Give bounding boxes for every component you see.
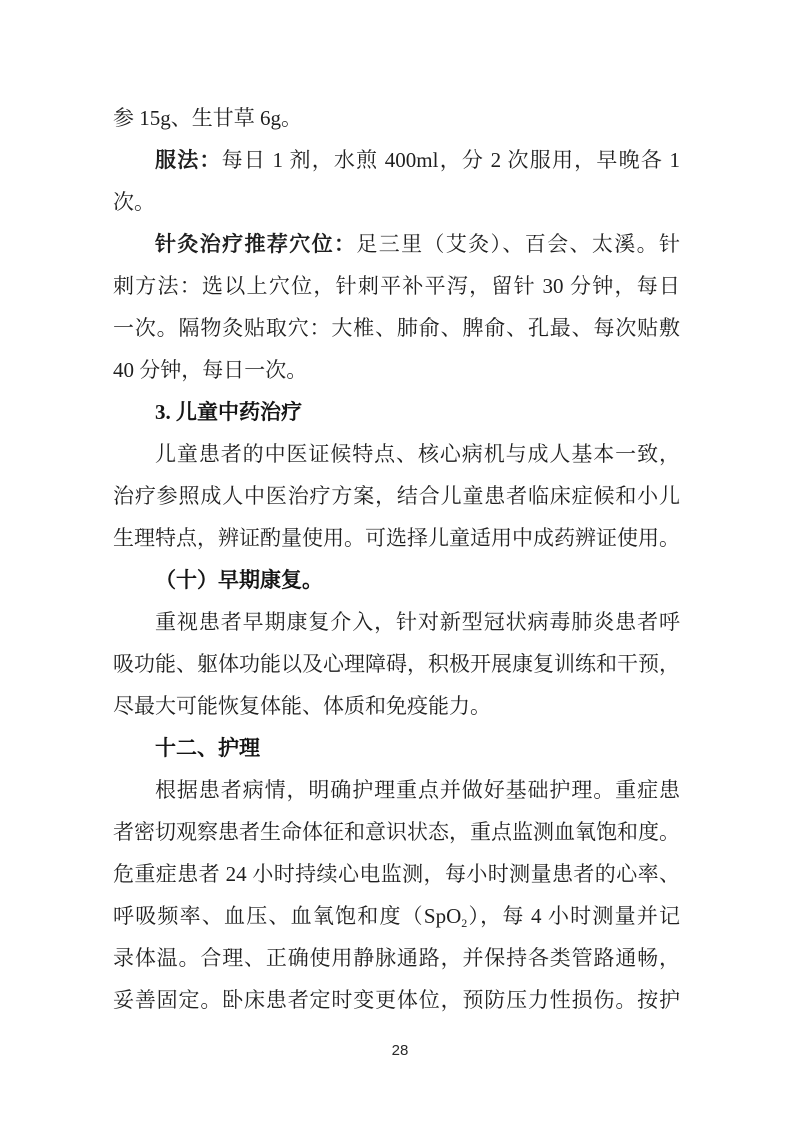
paragraph-children-tcm-body <box>113 433 680 559</box>
text-segment: 吸功能、躯体功能以及心理障碍，积极开展康复训练和干预， <box>113 652 680 676</box>
text-line <box>113 349 680 391</box>
text-segment: 尽最大可能恢复体能、体质和免疫能力。 <box>113 694 491 718</box>
document-content <box>113 97 680 1021</box>
text-segment: 儿童患者的中医证候特点、核心病机与成人基本一致， <box>155 442 680 466</box>
text-segment: 40 分钟，每日一次。 <box>113 358 308 382</box>
text-line <box>113 139 680 181</box>
bold-text-segment: 十二、护理 <box>155 736 260 760</box>
text-segment: 根据患者病情，明确护理重点并做好基础护理。重症患 <box>155 778 680 802</box>
text-line <box>113 811 680 853</box>
text-line <box>113 895 680 937</box>
paragraph-acupuncture-therapy <box>113 223 680 391</box>
text-line <box>113 97 680 139</box>
text-segment: 每日 1 剂，水煎 400ml，分 2 次服用，早晚各 1 <box>221 148 680 172</box>
text-line <box>113 769 680 811</box>
paragraph-children-tcm-heading <box>113 391 680 433</box>
text-line <box>113 979 680 1021</box>
paragraph-herb-dosage-continuation <box>113 97 680 139</box>
text-segment: 次。 <box>113 190 155 214</box>
text-segment: 危重症患者 24 小时持续心电监测，每小时测量患者的心率、 <box>113 862 680 886</box>
text-line <box>113 265 680 307</box>
paragraph-early-rehab-heading <box>113 559 680 601</box>
text-segment: 呼吸频率、血压、血氧饱和度（SpO <box>113 904 462 928</box>
text-line <box>113 559 680 601</box>
bold-text-segment: （十）早期康复。 <box>155 568 323 592</box>
bold-text-segment: 服法： <box>155 148 222 172</box>
text-line <box>113 517 680 559</box>
text-line <box>113 433 680 475</box>
text-segment: 者密切观察患者生命体征和意识状态，重点监测血氧饱和度。 <box>113 820 680 844</box>
text-line <box>113 475 680 517</box>
text-segment: 生理特点，辨证酌量使用。可选择儿童适用中成药辨证使用。 <box>113 526 680 550</box>
text-segment: 刺方法：选以上穴位，针刺平补平泻，留针 30 分钟，每日 <box>113 274 680 298</box>
paragraph-nursing-section-heading <box>113 727 680 769</box>
paragraph-decoction-usage <box>113 139 680 223</box>
text-line <box>113 181 680 223</box>
text-segment: 一次。隔物灸贴取穴：大椎、肺俞、脾俞、孔最、每次贴敷 <box>113 316 680 340</box>
text-segment: 足三里（艾灸）、百会、太溪。针 <box>356 232 680 256</box>
text-line <box>113 853 680 895</box>
text-segment: 参 15g、生甘草 6g。 <box>113 106 302 130</box>
text-line <box>113 223 680 265</box>
paragraph-early-rehab-body <box>113 601 680 727</box>
text-segment: 治疗参照成人中医治疗方案，结合儿童患者临床症候和小儿 <box>113 484 680 508</box>
page-number: 28 <box>391 1042 409 1059</box>
text-segment: ），每 4 小时测量并记 <box>467 904 680 928</box>
subscript-text: 2 <box>461 916 468 930</box>
text-segment: 录体温。合理、正确使用静脉通路，并保持各类管路通畅， <box>113 946 680 970</box>
bold-text-segment: 3. 儿童中药治疗 <box>155 400 302 424</box>
text-line <box>113 391 680 433</box>
bold-text-segment: 针灸治疗推荐穴位： <box>155 232 357 256</box>
text-line <box>113 643 680 685</box>
paragraph-nursing-body <box>113 769 680 1021</box>
text-segment: 妥善固定。卧床患者定时变更体位，预防压力性损伤。按护 <box>113 988 680 1012</box>
text-line <box>113 601 680 643</box>
text-line <box>113 685 680 727</box>
text-line <box>113 307 680 349</box>
text-line <box>113 727 680 769</box>
text-line <box>113 937 680 979</box>
text-segment: 重视患者早期康复介入，针对新型冠状病毒肺炎患者呼 <box>155 610 680 634</box>
